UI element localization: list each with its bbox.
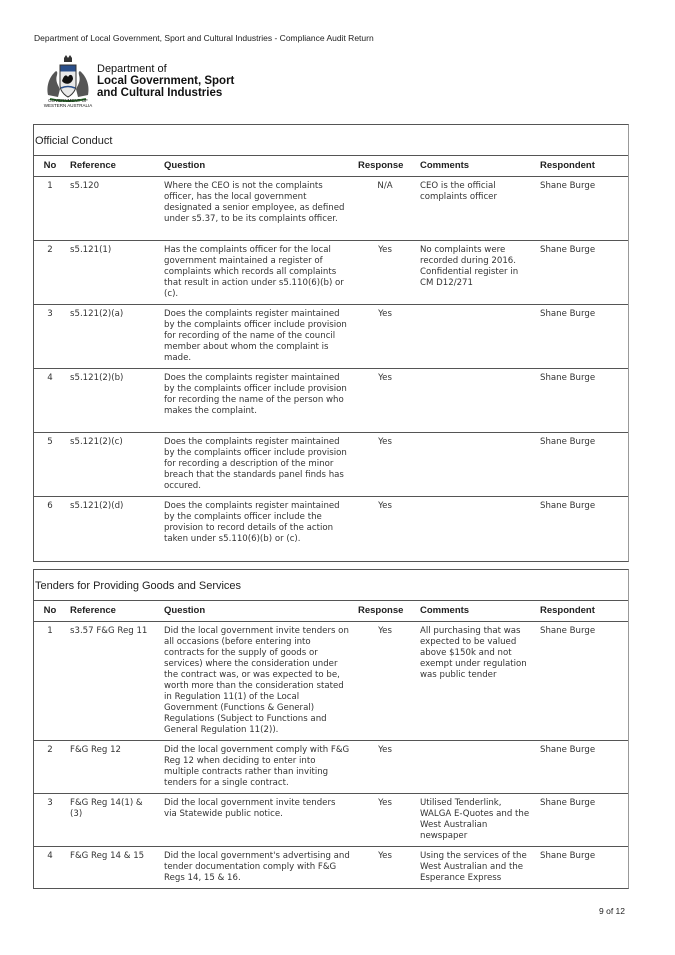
- cell-question: Does the complaints register maintained by the complaints officer include provision for recording of the name of the council member about whom the complaint is made.: [160, 305, 354, 369]
- cell-no: 2: [34, 741, 66, 794]
- audit-table: [34, 601, 628, 888]
- table-row: [34, 794, 628, 847]
- cell-question: Where the CEO is not the complaints officer, has the local government designated a senior employee, as defined under s5.37, to be its complaints officer.: [160, 177, 354, 241]
- cell-response: Yes: [354, 622, 416, 741]
- cell-reference: s5.121(2)(c): [66, 433, 160, 497]
- cell-no: 4: [47, 851, 53, 861]
- cell-reference: s5.121(2)(a): [66, 305, 160, 369]
- cell-reference: F&G Reg 14 & 15: [70, 851, 145, 861]
- col-question: Question: [160, 601, 354, 622]
- page-number: 9 of 12: [599, 906, 625, 916]
- cell-respondent: Shane Burge: [536, 622, 628, 741]
- col-reference: Reference: [66, 156, 160, 177]
- cell-reference: F&G Reg 12: [66, 741, 160, 794]
- cell-respondent: Shane Burge: [536, 741, 628, 794]
- table-row: [34, 433, 628, 497]
- cell-question: Does the complaints register maintained by the complaints officer include provision for recording a description of the minor breach that the standards panel finds has occured.: [160, 433, 354, 497]
- cell-comments: [416, 741, 536, 794]
- cell-no: 3: [34, 305, 66, 369]
- col-reference: Reference: [66, 601, 160, 622]
- cell-no: 2: [34, 241, 66, 305]
- cell-response: Yes: [378, 501, 392, 511]
- cell-question: Did the local government invite tenders on all occasions (before entering into contracts for the supply of goods or services) where the consideration under the contract was, or was expected to be, worth more than the consideration stated in Regulation 11(1) of the Local Government (Functions & General) Regulations (Subject to Functions and General Regulation 11(2)).: [160, 622, 354, 741]
- table-row: [34, 847, 628, 889]
- cell-respondent: Shane Burge: [536, 241, 628, 305]
- cell-response: Yes: [354, 305, 416, 369]
- cell-question: Did the local government comply with F&G Reg 12 when deciding to enter into multiple contracts rather than inviting tenders for a single contract.: [160, 741, 354, 794]
- cell-comments: [416, 497, 536, 561]
- cell-respondent: Shane Burge: [536, 433, 628, 497]
- department-name: Department of Local Government, Sport and Cultural Industries: [97, 63, 235, 99]
- table-row: [34, 369, 628, 433]
- table-row: [34, 497, 628, 561]
- cell-no: 1: [34, 622, 66, 741]
- cell-no: 6: [47, 501, 53, 511]
- cell-question: Did the local government's advertising and tender documentation comply with F&G Regs 14, 15 & 16.: [164, 851, 350, 883]
- section-title: Tenders for Providing Goods and Services: [34, 570, 628, 601]
- cell-question: Did the local government invite tenders via Statewide public notice.: [160, 794, 354, 847]
- cell-comments: [416, 433, 536, 497]
- cell-comments: Using the services of the West Australian and the Esperance Express: [420, 851, 527, 883]
- cell-comments: Utilised Tenderlink, WALGA E-Quotes and the West Australian newspaper: [416, 794, 536, 847]
- cell-reference: s5.120: [66, 177, 160, 241]
- cell-respondent: Shane Burge: [536, 305, 628, 369]
- cell-reference: s3.57 F&G Reg 11: [66, 622, 160, 741]
- cell-question: Has the complaints officer for the local government maintained a register of complaints which records all complaints that result in action under s5.110(6)(b) or (c).: [160, 241, 354, 305]
- table-row: [34, 305, 628, 369]
- table-header-row: [34, 601, 628, 622]
- document-title: Department of Local Government, Sport and Cultural Industries - Compliance Audit Return: [34, 33, 374, 43]
- col-no: No: [34, 601, 66, 622]
- table-row: [34, 741, 628, 794]
- table-row: [34, 241, 628, 305]
- cell-response: Yes: [354, 741, 416, 794]
- cell-reference: s5.121(2)(d): [70, 501, 124, 511]
- cell-comments: [416, 369, 536, 433]
- section-official-conduct: [33, 124, 629, 562]
- section-tenders: [33, 569, 629, 889]
- col-comments: Comments: [416, 601, 536, 622]
- cell-response: Yes: [354, 433, 416, 497]
- cell-response: Yes: [354, 369, 416, 433]
- section-title: Official Conduct: [34, 125, 628, 156]
- col-respondent: Respondent: [536, 156, 628, 177]
- cell-reference: s5.121(2)(b): [66, 369, 160, 433]
- col-comments: Comments: [416, 156, 536, 177]
- cell-response: Yes: [354, 794, 416, 847]
- cell-comments: [416, 305, 536, 369]
- cell-question: Does the complaints register maintained by the complaints officer include the provision to record details of the action taken under s5.110(6)(b) or (c).: [164, 501, 340, 544]
- col-respondent: Respondent: [536, 601, 628, 622]
- table-row: [34, 622, 628, 741]
- cell-reference: s5.121(1): [66, 241, 160, 305]
- cell-respondent: Shane Burge: [536, 177, 628, 241]
- cell-no: 1: [34, 177, 66, 241]
- col-no: No: [34, 156, 66, 177]
- cell-no: 3: [34, 794, 66, 847]
- cell-no: 4: [34, 369, 66, 433]
- cell-respondent: Shane Burge: [536, 369, 628, 433]
- cell-comments: CEO is the official complaints officer: [416, 177, 536, 241]
- cell-reference: F&G Reg 14(1) & (3): [66, 794, 160, 847]
- table-header-row: [34, 156, 628, 177]
- cell-comments: All purchasing that was expected to be valued above $150k and not exempt under regulation was public tender: [416, 622, 536, 741]
- col-response: Response: [354, 601, 416, 622]
- cell-response: Yes: [378, 851, 392, 861]
- cell-respondent: Shane Burge: [540, 851, 596, 861]
- audit-table: [34, 156, 628, 561]
- cell-response: Yes: [354, 241, 416, 305]
- cell-respondent: Shane Burge: [536, 794, 628, 847]
- cell-response: N/A: [354, 177, 416, 241]
- table-row: [34, 177, 628, 241]
- cell-question: Does the complaints register maintained by the complaints officer include provision for recording the name of the person who makes the complaint.: [160, 369, 354, 433]
- cell-no: 5: [34, 433, 66, 497]
- col-question: Question: [160, 156, 354, 177]
- logo-caption: GOVERNMENT OF WESTERN AUSTRALIA: [43, 98, 93, 108]
- col-response: Response: [354, 156, 416, 177]
- cell-respondent: Shane Burge: [540, 501, 596, 511]
- cell-comments: No complaints were recorded during 2016. Confidential register in CM D12/271: [416, 241, 536, 305]
